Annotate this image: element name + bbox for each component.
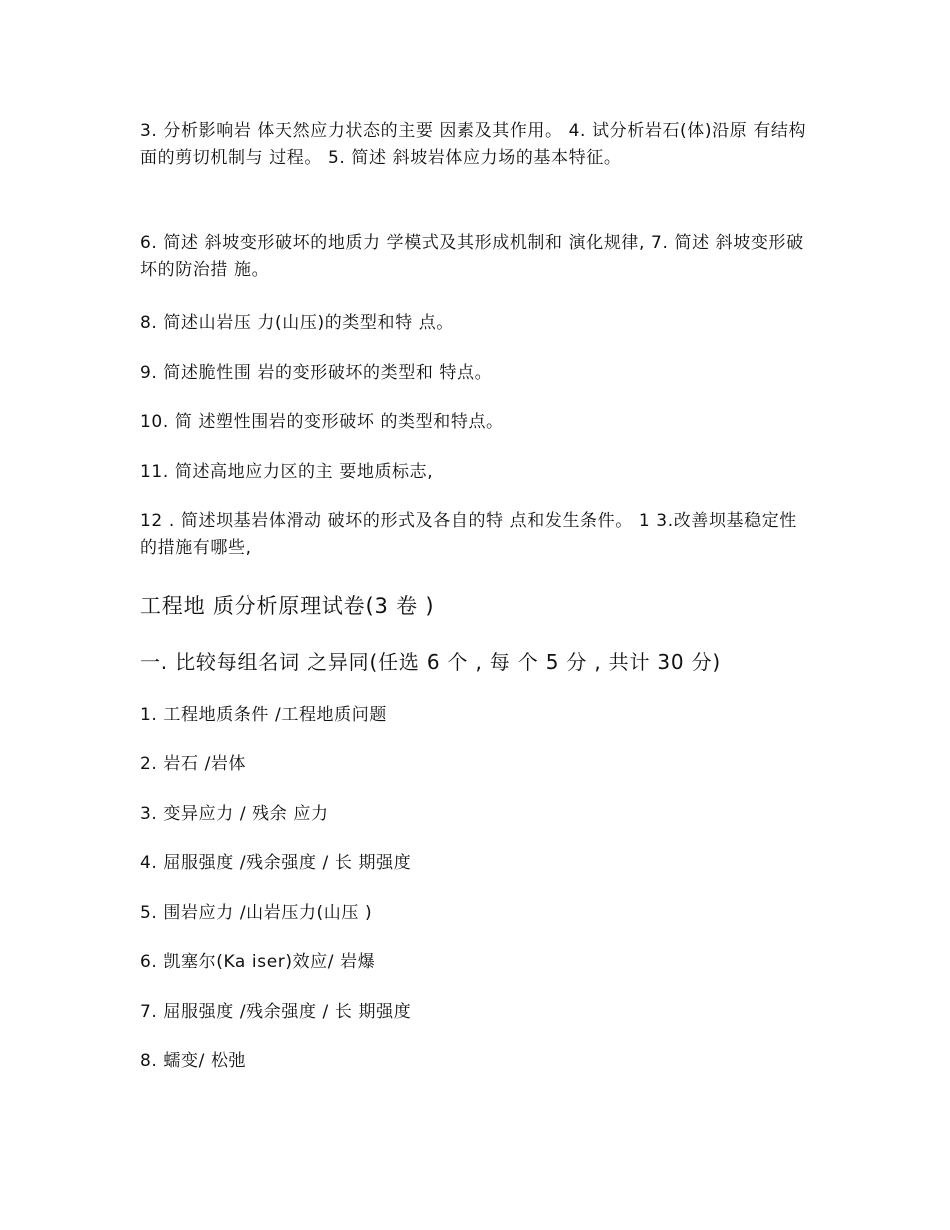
term-pair-item: 7. 屈服强度 /残余强度 / 长 期强度 [140, 1002, 412, 1022]
term-pair-item: 8. 蠕变/ 松弛 [140, 1051, 247, 1071]
question-paragraph: 11. 简述高地应力区的主 要地质标志, [140, 462, 434, 482]
question-paragraph: 10. 简 述塑性围岩的变形破坏 的类型和特点。 [140, 412, 504, 432]
question-paragraph: 6. 简述 斜坡变形破坏的地质力 学模式及其形成机制和 演化规律, 7. 简述 斜坡变形破坏的防治措 施。 [140, 233, 804, 280]
term-pair-item: 1. 工程地质条件 /工程地质问题 [140, 705, 387, 725]
term-pair-item: 5. 围岩应力 /山岩压力(山压 ) [140, 903, 373, 923]
term-pair-item: 4. 屈服强度 /残余强度 / 长 期强度 [140, 853, 412, 873]
term-pair-item: 6. 凯塞尔(Ka iser)效应/ 岩爆 [140, 952, 376, 972]
term-pair-item: 2. 岩石 /岩体 [140, 754, 247, 774]
section-title: 一. 比较每组名词 之异同(任选 6 个 , 每 个 5 分 , 共计 30 分) [140, 650, 722, 674]
question-paragraph: 8. 简述山岩压 力(山压)的类型和特 点。 [140, 313, 454, 333]
question-paragraph: 9. 简述脆性围 岩的变形破坏的类型和 特点。 [140, 363, 493, 383]
question-paragraph: 3. 分析影响岩 体天然应力状态的主要 因素及其作用。 4. 试分析岩石(体)沿原 有结构面的剪切机制与 过程。 5. 简述 斜坡岩体应力场的基本特征。 [140, 121, 807, 168]
term-pair-item: 3. 变异应力 / 残余 应力 [140, 804, 329, 824]
question-paragraph: 12 . 简述坝基岩体滑动 破坏的形式及各自的特 点和发生条件。 1 3.改善坝基稳定性 的措施有哪些, [140, 511, 797, 558]
exam-title: 工程地 质分析原理试卷(3 卷 ) [140, 594, 435, 618]
